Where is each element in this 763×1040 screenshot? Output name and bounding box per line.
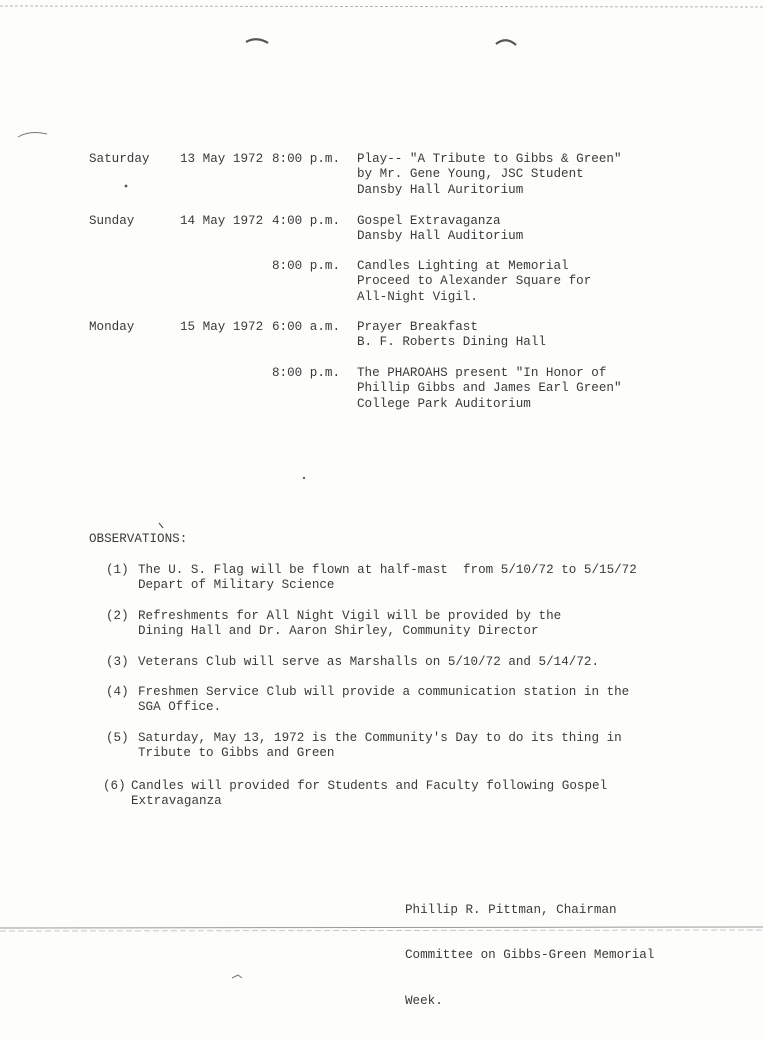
event-time: 8:00 p.m. [272, 152, 341, 166]
observation-line: Freshmen Service Club will provide a communication station in the [138, 685, 630, 699]
observation-line: Candles will provided for Students and Faculty following Gospel [131, 779, 608, 793]
event-day: Sunday [89, 214, 135, 228]
observation-line: Depart of Military Science [138, 578, 335, 593]
event-detail-line: Phillip Gibbs and James Earl Green" [357, 381, 622, 396]
event-detail-line: B. F. Roberts Dining Hall [357, 335, 546, 350]
observation-text [138, 609, 561, 640]
observation-number: (1) [106, 563, 129, 577]
event-date: 13 May 1972 [180, 152, 264, 166]
event-detail-line: Prayer Breakfast [357, 320, 478, 334]
event-detail-line: College Park Auditorium [357, 396, 531, 411]
event-time: 6:00 a.m. [272, 320, 341, 334]
observation-text [138, 731, 622, 762]
event-details [357, 214, 523, 245]
event-date: 15 May 1972 [180, 320, 264, 334]
event-details [357, 366, 622, 412]
observation-line: Dining Hall and Dr. Aaron Shirley, Community Director [138, 624, 539, 639]
observation-line: SGA Office. [138, 700, 222, 715]
observation-number: (6) [103, 779, 126, 793]
signer-committee-cont: Week. [405, 994, 443, 1009]
event-detail-line: Play-- "A Tribute to Gibbs & Green" [357, 152, 622, 166]
observation-text [138, 685, 629, 716]
event-detail-line: Dansby Hall Auritorium [357, 182, 524, 197]
event-details [357, 259, 591, 305]
event-details [357, 152, 622, 198]
event-day: Monday [89, 320, 135, 334]
observation-number: (2) [106, 609, 129, 623]
signature-block [405, 872, 654, 1040]
event-detail-line: Candles Lighting at Memorial [357, 259, 569, 273]
observation-number: (3) [106, 655, 129, 669]
observation-text [138, 563, 637, 594]
event-time: 8:00 p.m. [272, 366, 341, 380]
observation-text [131, 779, 607, 810]
observation-number: (4) [106, 685, 129, 699]
event-time: 4:00 p.m. [272, 214, 341, 228]
event-detail-line: Dansby Hall Auditorium [357, 229, 524, 244]
observation-line: Veterans Club will serve as Marshalls on 5/10/72 and 5/14/72. [138, 655, 600, 669]
observation-line: Saturday, May 13, 1972 is the Community's Day to do its thing in [138, 731, 622, 745]
event-date: 14 May 1972 [180, 214, 264, 228]
observation-text [138, 655, 599, 670]
observation-line: Refreshments for All Night Vigil will be provided by the [138, 609, 562, 623]
event-time: 8:00 p.m. [272, 259, 341, 273]
signer-committee: Committee on Gibbs-Green Memorial [405, 948, 655, 963]
event-detail-line: All-Night Vigil. [357, 289, 478, 304]
observation-line: Extravaganza [131, 794, 222, 809]
event-detail-line: Proceed to Alexander Square for [357, 274, 592, 289]
event-detail-line: The PHAROAHS present "In Honor of [357, 366, 607, 380]
signer-name: Phillip R. Pittman, Chairman [405, 902, 617, 917]
event-day: Saturday [89, 152, 150, 166]
observation-line: The U. S. Flag will be flown at half-mast from 5/10/72 to 5/15/72 [138, 563, 637, 577]
event-detail-line: by Mr. Gene Young, JSC Student [357, 167, 584, 182]
observation-line: Tribute to Gibbs and Green [138, 746, 335, 761]
observations-heading: OBSERVATIONS: [89, 532, 188, 546]
observation-number: (5) [106, 731, 129, 745]
event-details [357, 320, 546, 351]
event-detail-line: Gospel Extravaganza [357, 214, 501, 228]
